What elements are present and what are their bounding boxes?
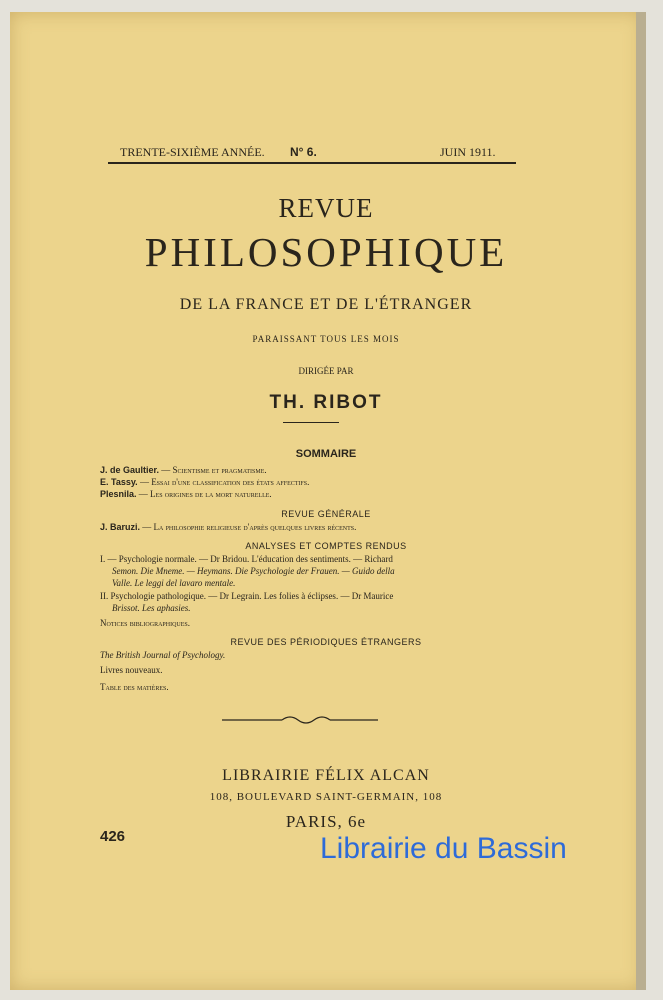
title-philosophique: PHILOSOPHIQUE bbox=[144, 229, 508, 275]
article-line bbox=[100, 489, 272, 499]
article-line bbox=[100, 477, 309, 487]
table-text: Table des matières. bbox=[100, 682, 169, 692]
issue-date: JUIN 1911. bbox=[440, 145, 496, 159]
notices-line bbox=[100, 618, 190, 628]
publisher-city: PARIS, 6e bbox=[285, 812, 367, 831]
article-line bbox=[100, 522, 356, 532]
volume-year: TRENTE-SIXIÈME ANNÉE. bbox=[120, 145, 265, 159]
notices-text: Notices bibliographiques. bbox=[100, 618, 191, 628]
analyses-line: Semon. Die Mneme. — Heymans. Die Psychologie der Frauen. — Guido della bbox=[112, 566, 395, 576]
title-revue: REVUE bbox=[278, 193, 374, 223]
catalog-number: 426 bbox=[100, 828, 126, 845]
analyses-line: Brissot. Les aphasies. bbox=[112, 603, 191, 613]
editor-rule bbox=[283, 422, 339, 423]
article-author: J. de Gaultier. bbox=[100, 465, 160, 475]
watermark: Librairie du Bassin bbox=[320, 832, 567, 865]
issue-number: N° 6. bbox=[290, 145, 317, 159]
header-rule bbox=[108, 162, 516, 164]
revue-generale-heading: REVUE GÉNÉRALE bbox=[281, 509, 371, 519]
directed-by-label: DIRIGÉE PAR bbox=[298, 366, 354, 376]
publisher-address: 108, BOULEVARD SAINT-GERMAIN, 108 bbox=[209, 791, 443, 803]
article-author: E. Tassy. bbox=[100, 477, 138, 487]
frequency: PARAISSANT TOUS LES MOIS bbox=[252, 334, 400, 344]
livres-line: Livres nouveaux. bbox=[100, 665, 163, 675]
analyses-heading: ANALYSES ET COMPTES RENDUS bbox=[245, 541, 407, 551]
article-line bbox=[100, 465, 267, 475]
article-author: Plesnila. bbox=[100, 489, 137, 499]
article-title: — Scientisme et pragmatisme. bbox=[159, 465, 267, 475]
analyses-line: Valle. Le leggi del lavaro mentale. bbox=[112, 578, 236, 588]
subtitle: DE LA FRANCE ET DE L'ÉTRANGER bbox=[179, 296, 473, 313]
cover-edge bbox=[636, 12, 646, 990]
periodiques-heading: REVUE DES PÉRIODIQUES ÉTRANGERS bbox=[230, 637, 422, 647]
article-author: J. Baruzi. bbox=[100, 522, 141, 532]
analyses-line: I. — Psychologie normale. — Dr Bridou. L'éducation des sentiments. — Richard bbox=[100, 554, 393, 564]
editor-name: TH. RIBOT bbox=[269, 392, 383, 413]
ornament-divider bbox=[220, 714, 380, 726]
article-title: — Les origines de la mort naturelle. bbox=[136, 489, 272, 499]
table-line bbox=[100, 682, 169, 692]
sommaire-heading: SOMMAIRE bbox=[295, 448, 357, 460]
publisher-name: LIBRAIRIE FÉLIX ALCAN bbox=[222, 767, 430, 784]
article-title: — Essai d'une classification des états affectifs. bbox=[137, 477, 310, 487]
analyses-line: II. Psychologie pathologique. — Dr Legrain. Les folies à éclipses. — Dr Maurice bbox=[100, 591, 394, 601]
article-title: — La philosophie religieuse d'après quelques livres récents. bbox=[140, 522, 357, 532]
periodiques-journal: The British Journal of Psychology. bbox=[100, 650, 226, 660]
